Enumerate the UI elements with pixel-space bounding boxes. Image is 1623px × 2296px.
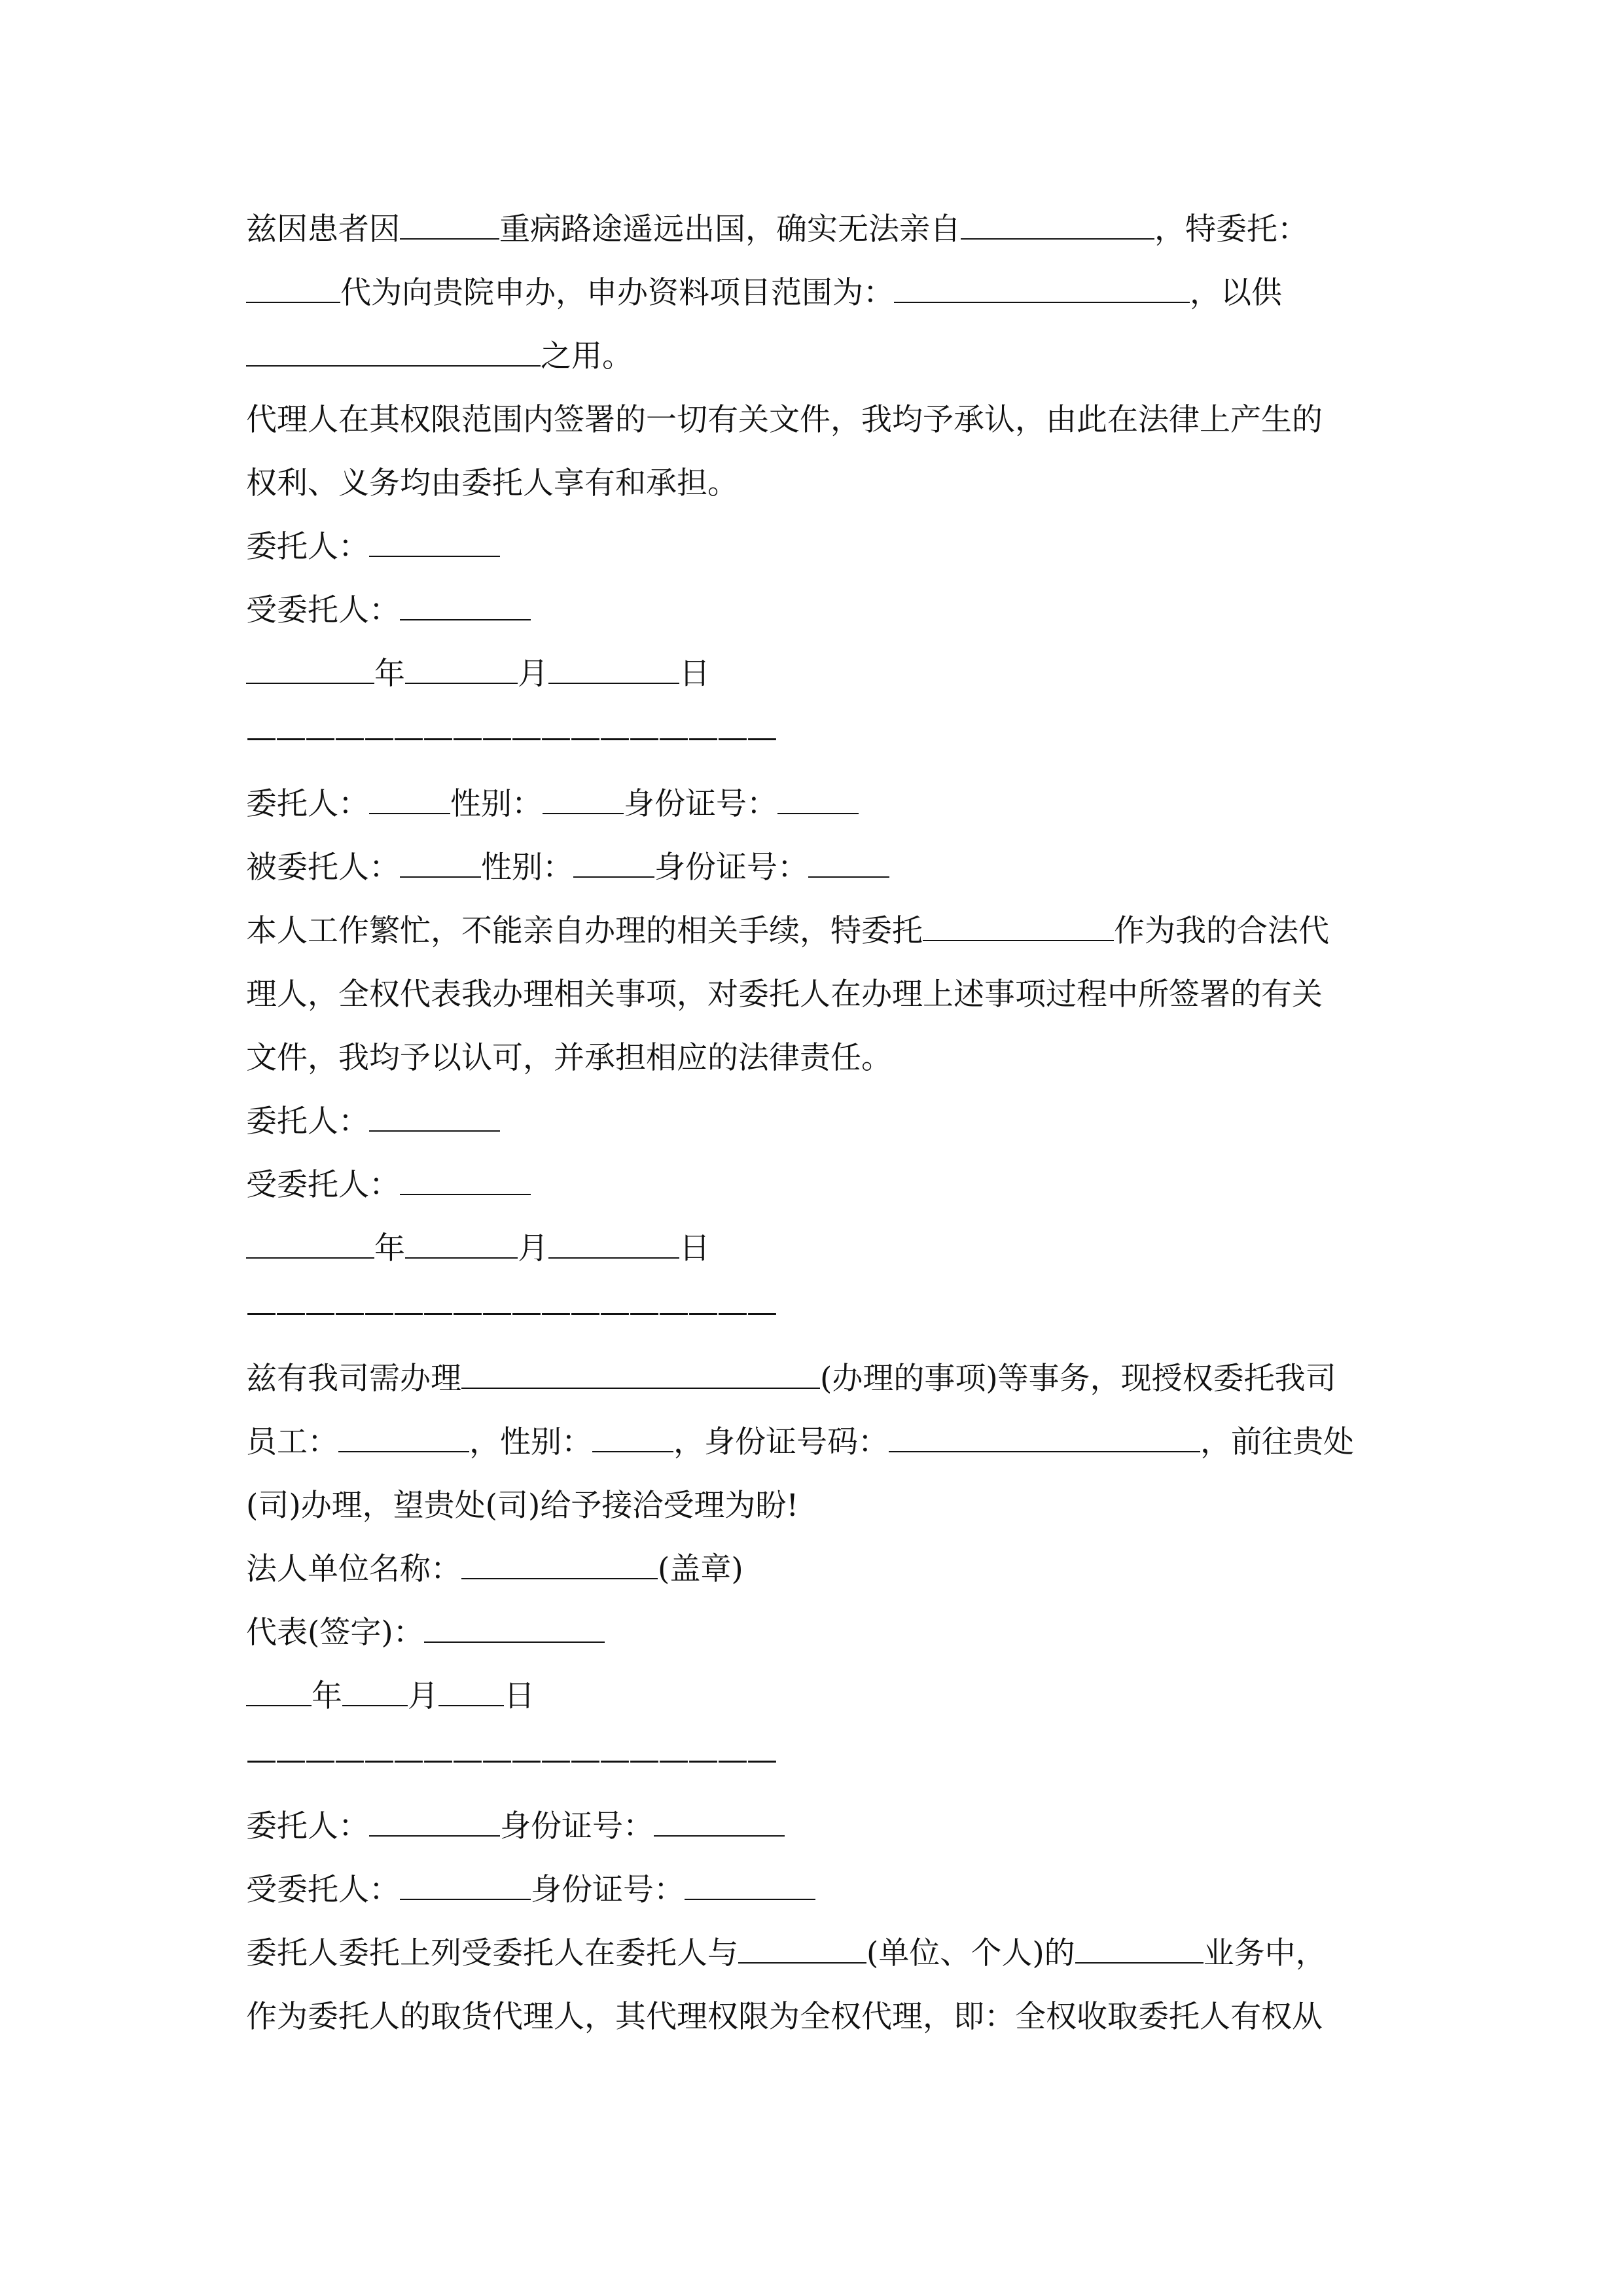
month-label: 月: [408, 1678, 438, 1714]
s2-agent: [246, 836, 1380, 899]
blank: [438, 1679, 504, 1706]
label: 身份证号：: [500, 1808, 654, 1844]
s1-date: [246, 642, 1380, 706]
signature-blank: [400, 593, 531, 620]
s3-date: [246, 1664, 1380, 1728]
blank: [808, 850, 889, 878]
s2-principal-sign: [246, 1090, 1380, 1153]
s3-rep: [246, 1601, 1380, 1664]
s4-line1: [246, 1922, 1380, 1985]
label: 委托人：: [246, 786, 369, 822]
text: ，前往贵处: [1200, 1424, 1354, 1460]
label: 委托人：: [246, 1808, 369, 1844]
blank: [889, 1425, 1200, 1452]
blank: [1075, 1936, 1204, 1964]
label: 法人单位名称：: [246, 1551, 461, 1587]
blank: [246, 339, 541, 367]
label: 性别：: [450, 786, 543, 822]
text: 之用。: [541, 338, 633, 374]
blank: [369, 1809, 500, 1837]
blank: [400, 212, 499, 240]
blank: [246, 276, 340, 303]
s2-agent-sign: [246, 1153, 1380, 1217]
blank: [894, 276, 1190, 303]
s2-line2: 理人，全权代表我办理相关事项，对委托人在办理上述事项过程中所签署的有关: [246, 977, 1323, 1013]
text: 作为我的合法代: [1114, 913, 1329, 949]
year-label: 年: [312, 1678, 342, 1714]
label: 代表(签字)：: [246, 1615, 424, 1651]
text: ，特委托：: [1154, 211, 1308, 247]
blank: [461, 1552, 658, 1579]
s1-line3: [246, 325, 1380, 388]
blank: [777, 787, 859, 814]
s1-line4: 代理人在其权限范围内签署的一切有关文件，我均予承认，由此在法律上产生的: [246, 402, 1323, 438]
s2-date: [246, 1217, 1380, 1280]
blank: [548, 656, 679, 684]
label: 性别：: [481, 850, 573, 886]
signature-blank: [400, 1168, 531, 1195]
text: 兹有我司需办理: [246, 1361, 461, 1397]
blank: [338, 1425, 469, 1452]
separator-1: ——————————————————: [246, 719, 776, 755]
s1-agent: [246, 579, 1380, 642]
blank: [405, 656, 518, 684]
blank: [961, 212, 1154, 240]
blank: [342, 1679, 408, 1706]
year-label: 年: [374, 1230, 405, 1266]
label: 被委托人：: [246, 850, 400, 886]
label: 身份证号：: [531, 1872, 685, 1908]
label: 委托人：: [246, 529, 369, 565]
blank: [246, 656, 374, 684]
text: 代为向贵院申办，申办资料项目范围为：: [340, 275, 894, 311]
s1-line2: [246, 261, 1380, 325]
blank: [246, 1231, 374, 1259]
month-label: 月: [518, 1230, 548, 1266]
day-label: 日: [504, 1678, 535, 1714]
text: 员工：: [246, 1424, 338, 1460]
s2-principal: [246, 772, 1380, 836]
s4-line2: 作为委托人的取货代理人，其代理权限为全权代理，即：全权收取委托人有权从: [246, 1999, 1323, 2035]
label: 受委托人：: [246, 1872, 400, 1908]
s1-principal: [246, 515, 1380, 579]
s3-line1: [246, 1347, 1380, 1410]
seal-label: (盖章): [658, 1551, 743, 1587]
label: 委托人：: [246, 1103, 369, 1139]
text: (办理的事项)等事务，现授权委托我司: [820, 1361, 1336, 1397]
text: ，身份证号码：: [673, 1424, 889, 1460]
s3-line2: [246, 1410, 1380, 1474]
separator-3: ——————————————————: [246, 1742, 776, 1778]
signature-blank: [424, 1615, 605, 1643]
day-label: 日: [679, 656, 710, 692]
s1-line1: [246, 198, 1380, 261]
blank: [400, 1873, 531, 1900]
s4-principal: [246, 1795, 1380, 1858]
label: 受委托人：: [246, 592, 400, 628]
blank: [369, 787, 450, 814]
s3-company: [246, 1537, 1380, 1601]
s4-agent: [246, 1858, 1380, 1922]
label: 受委托人：: [246, 1167, 400, 1203]
text: 本人工作繁忙，不能亲自办理的相关手续，特委托: [246, 913, 923, 949]
blank: [592, 1425, 673, 1452]
blank: [543, 787, 624, 814]
blank: [400, 850, 481, 878]
label: 身份证号：: [654, 850, 808, 886]
signature-blank: [369, 529, 500, 557]
blank: [654, 1809, 785, 1837]
s2-line1: [246, 899, 1380, 963]
s2-line3: 文件，我均予以认可，并承担相应的法律责任。: [246, 1040, 892, 1076]
year-label: 年: [374, 656, 405, 692]
day-label: 日: [679, 1230, 710, 1266]
blank: [461, 1361, 820, 1389]
blank: [246, 1679, 312, 1706]
label: 身份证号：: [624, 786, 777, 822]
text: 重病路途遥远出国，确实无法亲自: [499, 211, 961, 247]
s3-line3: (司)办理，望贵处(司)给予接洽受理为盼!: [246, 1488, 799, 1524]
s1-line5: 权利、义务均由委托人享有和承担。: [246, 465, 738, 501]
text: ，性别：: [469, 1424, 592, 1460]
signature-blank: [369, 1104, 500, 1132]
month-label: 月: [518, 656, 548, 692]
blank: [548, 1231, 679, 1259]
text: (单位、个人)的: [866, 1935, 1075, 1971]
text: ，以供: [1190, 275, 1282, 311]
separator-2: ——————————————————: [246, 1294, 776, 1330]
blank: [738, 1936, 866, 1964]
blank: [405, 1231, 518, 1259]
text: 兹因患者因: [246, 211, 400, 247]
text: 业务中，: [1203, 1935, 1327, 1971]
text: 委托人委托上列受委托人在委托人与: [246, 1935, 738, 1971]
blank: [573, 850, 654, 878]
blank: [685, 1873, 815, 1900]
blank: [923, 914, 1114, 941]
